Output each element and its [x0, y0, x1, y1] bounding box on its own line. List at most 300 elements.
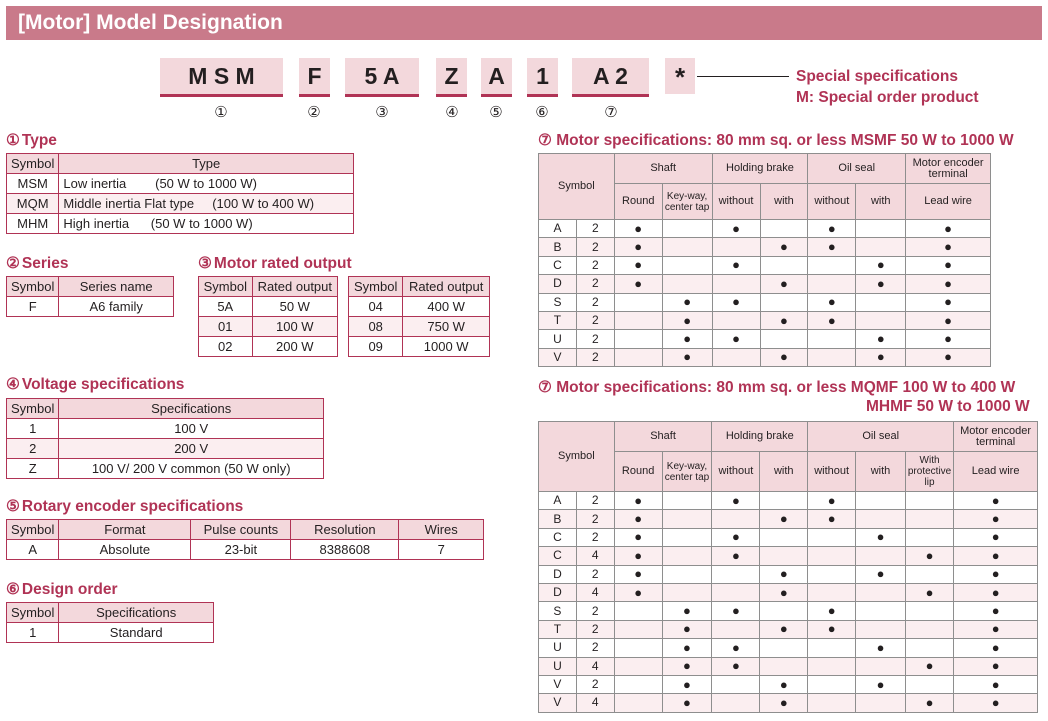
- col-header: Symbol: [199, 277, 253, 297]
- empty-cell: [662, 275, 712, 293]
- code-underline: [436, 94, 467, 97]
- row-symbol: V: [539, 348, 577, 366]
- table-row: [539, 694, 1038, 712]
- filled-dot-cell: [760, 694, 808, 712]
- table-cell: 1000 W: [403, 337, 490, 357]
- filled-dot-icon: ●: [827, 312, 836, 328]
- code-number: ⑦: [604, 104, 618, 121]
- filled-dot-cell: [614, 220, 662, 238]
- table-cell: Z: [7, 459, 59, 479]
- col-header: Series name: [59, 277, 174, 297]
- filled-dot-cell: [856, 275, 906, 293]
- empty-cell: [808, 675, 856, 693]
- code-segment-voltage: Z: [436, 58, 467, 94]
- filled-dot-cell: [662, 348, 712, 366]
- code-number: ①: [214, 104, 228, 121]
- code-underline: [345, 94, 419, 97]
- col-header: without: [712, 184, 760, 220]
- filled-dot-cell: [662, 311, 712, 329]
- row-digit: 4: [576, 583, 614, 601]
- filled-dot-cell: [905, 547, 953, 565]
- empty-cell: [856, 220, 906, 238]
- filled-dot-cell: [662, 694, 712, 712]
- encoder-table: [6, 519, 484, 560]
- filled-dot-cell: [760, 275, 808, 293]
- code-segment-special: *: [665, 58, 695, 94]
- empty-cell: [662, 583, 712, 601]
- row-symbol: T: [539, 311, 577, 329]
- col-header: Rated output: [403, 277, 490, 297]
- filled-dot-icon: ●: [925, 584, 934, 600]
- empty-cell: [856, 583, 906, 601]
- table-row: [539, 639, 1038, 657]
- filled-dot-icon: ●: [780, 312, 788, 328]
- empty-cell: [712, 675, 760, 693]
- empty-cell: [808, 528, 856, 546]
- filled-dot-cell: [906, 238, 991, 256]
- table-cell: High inertia (50 W to 1000 W): [59, 214, 354, 234]
- row-symbol: U: [539, 330, 577, 348]
- table-cell: MQM: [7, 194, 59, 214]
- filled-dot-icon: ●: [827, 239, 836, 255]
- filled-dot-cell: [614, 256, 662, 274]
- empty-cell: [614, 311, 662, 329]
- filled-dot-icon: ●: [991, 694, 1000, 710]
- filled-dot-cell: [712, 602, 760, 620]
- table-cell: 100 V/ 200 V common (50 W only): [59, 459, 324, 479]
- filled-dot-cell: [954, 657, 1038, 675]
- filled-dot-cell: [760, 238, 808, 256]
- row-symbol: D: [539, 583, 577, 601]
- col-header: Round: [614, 452, 662, 492]
- row-symbol: C: [539, 256, 577, 274]
- table-row: [539, 492, 1038, 510]
- col-header: Lead wire: [954, 452, 1038, 492]
- table-cell: Low inertia (50 W to 1000 W): [59, 174, 354, 194]
- filled-dot-cell: [954, 565, 1038, 583]
- filled-dot-cell: [808, 510, 856, 528]
- filled-dot-icon: ●: [779, 566, 788, 582]
- table-cell: 200 V: [59, 439, 324, 459]
- filled-dot-cell: [808, 311, 856, 329]
- spec1-title: ⑦ Motor specifications: 80 mm sq. or less MSMF 50 W to 1000 W: [538, 132, 1014, 149]
- row-symbol: U: [539, 639, 577, 657]
- col-header: with: [760, 452, 808, 492]
- col-header: Symbol: [539, 154, 615, 220]
- row-digit: 4: [576, 657, 614, 675]
- empty-cell: [760, 256, 808, 274]
- filled-dot-icon: ●: [780, 239, 788, 255]
- empty-cell: [905, 620, 953, 638]
- filled-dot-icon: ●: [876, 566, 885, 582]
- table-cell: 100 W: [252, 317, 337, 337]
- series-section-title: ② Series: [6, 255, 69, 272]
- output-section-title: ③ Motor rated output: [198, 255, 352, 272]
- empty-cell: [662, 528, 712, 546]
- col-header: with: [760, 184, 808, 220]
- code-underline: [481, 94, 512, 97]
- filled-dot-icon: ●: [634, 220, 643, 236]
- filled-dot-icon: ●: [827, 294, 836, 310]
- filled-dot-icon: ●: [991, 603, 1000, 619]
- filled-dot-icon: ●: [780, 349, 788, 365]
- filled-dot-cell: [760, 565, 808, 583]
- table-row: [539, 547, 1038, 565]
- filled-dot-icon: ●: [732, 257, 740, 273]
- filled-dot-cell: [954, 583, 1038, 601]
- filled-dot-cell: [760, 348, 808, 366]
- code-underline: [527, 94, 558, 97]
- empty-cell: [614, 657, 662, 675]
- filled-dot-icon: ●: [925, 694, 934, 710]
- empty-cell: [614, 620, 662, 638]
- empty-cell: [905, 639, 953, 657]
- filled-dot-cell: [905, 694, 953, 712]
- filled-dot-icon: ●: [634, 257, 643, 273]
- filled-dot-icon: ●: [732, 294, 740, 310]
- empty-cell: [614, 293, 662, 311]
- filled-dot-icon: ●: [827, 511, 836, 527]
- filled-dot-icon: ●: [944, 312, 952, 328]
- filled-dot-icon: ●: [683, 312, 692, 328]
- filled-dot-cell: [712, 639, 760, 657]
- filled-dot-icon: ●: [876, 676, 885, 692]
- empty-cell: [712, 348, 760, 366]
- filled-dot-cell: [954, 547, 1038, 565]
- table-cell: F: [7, 297, 59, 317]
- design-table: [6, 602, 214, 643]
- row-symbol: U: [539, 657, 577, 675]
- col-header: With protective lip: [905, 452, 953, 492]
- filled-dot-icon: ●: [683, 621, 691, 637]
- filled-dot-icon: ●: [683, 331, 692, 347]
- empty-cell: [808, 565, 856, 583]
- table-row: [539, 620, 1038, 638]
- filled-dot-icon: ●: [634, 584, 643, 600]
- empty-cell: [760, 657, 808, 675]
- empty-cell: [905, 675, 953, 693]
- filled-dot-icon: ●: [944, 294, 952, 310]
- row-symbol: V: [539, 675, 577, 693]
- empty-cell: [662, 238, 712, 256]
- code-segment-design: 1: [527, 58, 558, 94]
- empty-cell: [712, 565, 760, 583]
- empty-cell: [856, 657, 906, 675]
- empty-cell: [712, 510, 760, 528]
- col-header: Symbol: [7, 520, 59, 540]
- col-header: Symbol: [349, 277, 403, 297]
- empty-cell: [662, 256, 712, 274]
- col-header: Symbol: [7, 154, 59, 174]
- empty-cell: [662, 510, 712, 528]
- col-header: Pulse counts: [191, 520, 291, 540]
- row-symbol: V: [539, 694, 577, 712]
- table-row: [539, 256, 991, 274]
- filled-dot-icon: ●: [991, 492, 1000, 508]
- filled-dot-icon: ●: [827, 621, 836, 637]
- col-header: without: [808, 452, 856, 492]
- filled-dot-icon: ●: [779, 511, 788, 527]
- filled-dot-icon: ●: [779, 694, 788, 710]
- filled-dot-icon: ●: [634, 566, 643, 582]
- filled-dot-icon: ●: [780, 275, 788, 291]
- filled-dot-cell: [954, 528, 1038, 546]
- code-segment-type: M S M: [160, 58, 283, 94]
- table-cell: 200 W: [252, 337, 337, 357]
- table-row: [539, 602, 1038, 620]
- empty-cell: [614, 330, 662, 348]
- row-symbol: A: [539, 220, 577, 238]
- col-group-header: Oil seal: [808, 422, 954, 452]
- col-group-header: Shaft: [614, 154, 712, 184]
- col-header: Symbol: [539, 422, 615, 492]
- filled-dot-icon: ●: [944, 349, 952, 365]
- filled-dot-icon: ●: [683, 349, 692, 365]
- table-cell: Absolute: [59, 540, 191, 560]
- spec2-title: ⑦ Motor specifications: 80 mm sq. or less MQMF 100 W to 400 W: [538, 379, 1016, 396]
- filled-dot-icon: ●: [634, 529, 643, 545]
- filled-dot-cell: [954, 492, 1038, 510]
- filled-dot-cell: [808, 492, 856, 510]
- filled-dot-cell: [856, 565, 906, 583]
- filled-dot-icon: ●: [944, 331, 952, 347]
- table-cell: MHM: [7, 214, 59, 234]
- filled-dot-cell: [905, 583, 953, 601]
- filled-dot-icon: ●: [779, 584, 788, 600]
- filled-dot-cell: [662, 293, 712, 311]
- special-spec-line1: Special specifications: [796, 68, 958, 85]
- empty-cell: [808, 348, 856, 366]
- encoder-section-title: ⑤ Rotary encoder specifications: [6, 498, 244, 515]
- filled-dot-icon: ●: [876, 639, 885, 655]
- filled-dot-icon: ●: [732, 220, 740, 236]
- filled-dot-cell: [808, 620, 856, 638]
- filled-dot-icon: ●: [991, 584, 1000, 600]
- col-header: Symbol: [7, 603, 59, 623]
- filled-dot-cell: [760, 675, 808, 693]
- filled-dot-cell: [905, 657, 953, 675]
- row-digit: 2: [576, 675, 614, 693]
- table-cell: 1: [7, 623, 59, 643]
- table-row: [539, 311, 991, 329]
- filled-dot-icon: ●: [944, 220, 952, 236]
- code-underline: [299, 94, 330, 97]
- filled-dot-icon: ●: [731, 639, 740, 655]
- empty-cell: [856, 694, 906, 712]
- filled-dot-cell: [954, 675, 1038, 693]
- filled-dot-icon: ●: [827, 603, 836, 619]
- row-symbol: B: [539, 510, 577, 528]
- empty-cell: [905, 492, 953, 510]
- table-cell: 100 V: [59, 419, 324, 439]
- filled-dot-icon: ●: [683, 639, 691, 655]
- table-row: [539, 348, 991, 366]
- table-cell: 1: [7, 419, 59, 439]
- filled-dot-cell: [662, 675, 712, 693]
- col-header: Wires: [399, 520, 484, 540]
- filled-dot-cell: [906, 311, 991, 329]
- spec2-table: [538, 421, 1038, 713]
- col-group-header: Motor encoder terminal: [954, 422, 1038, 452]
- col-header: Rated output: [252, 277, 337, 297]
- code-underline: [572, 94, 649, 97]
- row-digit: 2: [576, 602, 614, 620]
- filled-dot-cell: [906, 256, 991, 274]
- filled-dot-icon: ●: [991, 511, 1000, 527]
- row-symbol: S: [539, 293, 577, 311]
- table-cell: 400 W: [403, 297, 490, 317]
- col-header: Key-way, center tap: [662, 452, 712, 492]
- empty-cell: [662, 547, 712, 565]
- filled-dot-cell: [662, 639, 712, 657]
- table-cell: 7: [399, 540, 484, 560]
- filled-dot-cell: [712, 220, 760, 238]
- filled-dot-icon: ●: [991, 658, 1000, 674]
- code-number: ⑤: [489, 104, 503, 121]
- filled-dot-cell: [954, 620, 1038, 638]
- filled-dot-icon: ●: [876, 257, 885, 273]
- filled-dot-icon: ●: [683, 676, 691, 692]
- row-digit: 2: [576, 492, 614, 510]
- col-group-header: Shaft: [614, 422, 712, 452]
- filled-dot-cell: [906, 220, 991, 238]
- col-header: with: [856, 452, 906, 492]
- filled-dot-icon: ●: [876, 349, 885, 365]
- empty-cell: [856, 492, 906, 510]
- code-segment-encoder: A: [481, 58, 512, 94]
- empty-cell: [808, 275, 856, 293]
- filled-dot-icon: ●: [683, 294, 692, 310]
- row-digit: 2: [576, 238, 614, 256]
- voltage-section-title: ④ Voltage specifications: [6, 376, 185, 393]
- empty-cell: [712, 583, 760, 601]
- code-number: ③: [375, 104, 389, 121]
- filled-dot-cell: [662, 330, 712, 348]
- table-cell: MSM: [7, 174, 59, 194]
- empty-cell: [712, 275, 760, 293]
- empty-cell: [712, 311, 760, 329]
- empty-cell: [905, 528, 953, 546]
- filled-dot-icon: ●: [876, 331, 885, 347]
- filled-dot-cell: [856, 330, 906, 348]
- filled-dot-cell: [760, 510, 808, 528]
- output-table-right: [348, 276, 490, 357]
- table-cell: 750 W: [403, 317, 490, 337]
- filled-dot-cell: [614, 583, 662, 601]
- empty-cell: [856, 311, 906, 329]
- row-symbol: C: [539, 547, 577, 565]
- empty-cell: [712, 238, 760, 256]
- filled-dot-cell: [662, 657, 712, 675]
- table-cell: 8388608: [291, 540, 399, 560]
- filled-dot-icon: ●: [991, 676, 1000, 692]
- row-symbol: T: [539, 620, 577, 638]
- special-spec-line2: M: Special order product: [796, 89, 979, 106]
- type-table: [6, 153, 354, 234]
- code-underline: [160, 94, 283, 97]
- filled-dot-icon: ●: [683, 603, 691, 619]
- table-cell: 50 W: [252, 297, 337, 317]
- special-spec-note: [796, 66, 979, 108]
- filled-dot-icon: ●: [991, 547, 1000, 563]
- filled-dot-icon: ●: [876, 275, 885, 291]
- table-row: [539, 275, 991, 293]
- empty-cell: [712, 694, 760, 712]
- filled-dot-cell: [856, 348, 906, 366]
- row-digit: 2: [576, 639, 614, 657]
- filled-dot-cell: [760, 583, 808, 601]
- filled-dot-cell: [906, 293, 991, 311]
- series-table: [6, 276, 174, 317]
- row-digit: 2: [576, 620, 614, 638]
- filled-dot-cell: [954, 602, 1038, 620]
- filled-dot-icon: ●: [925, 658, 934, 674]
- row-digit: 2: [576, 220, 614, 238]
- row-digit: 2: [576, 348, 614, 366]
- table-row: [539, 220, 991, 238]
- filled-dot-cell: [614, 510, 662, 528]
- filled-dot-icon: ●: [634, 547, 643, 563]
- table-row: [539, 330, 991, 348]
- empty-cell: [856, 238, 906, 256]
- special-leader-line: [697, 76, 789, 77]
- filled-dot-cell: [954, 639, 1038, 657]
- col-header: without: [712, 452, 760, 492]
- empty-cell: [808, 657, 856, 675]
- col-header: Key-way, center tap: [662, 184, 712, 220]
- col-header: Symbol: [7, 399, 59, 419]
- empty-cell: [808, 583, 856, 601]
- empty-cell: [662, 492, 712, 510]
- filled-dot-cell: [712, 528, 760, 546]
- empty-cell: [905, 565, 953, 583]
- row-digit: 2: [576, 330, 614, 348]
- filled-dot-icon: ●: [991, 529, 1000, 545]
- table-cell: A: [7, 540, 59, 560]
- col-header: Resolution: [291, 520, 399, 540]
- row-digit: 2: [576, 528, 614, 546]
- filled-dot-icon: ●: [731, 547, 740, 563]
- filled-dot-icon: ●: [944, 239, 952, 255]
- filled-dot-icon: ●: [827, 220, 836, 236]
- row-digit: 4: [576, 547, 614, 565]
- filled-dot-cell: [712, 657, 760, 675]
- filled-dot-icon: ●: [731, 658, 740, 674]
- row-symbol: S: [539, 602, 577, 620]
- table-cell: 23-bit: [191, 540, 291, 560]
- output-table-left: [198, 276, 338, 357]
- type-section-title: ① Type: [6, 132, 57, 149]
- filled-dot-icon: ●: [779, 621, 788, 637]
- spec1-table: [538, 153, 991, 367]
- empty-cell: [760, 492, 808, 510]
- col-header: Type: [59, 154, 354, 174]
- filled-dot-cell: [662, 602, 712, 620]
- filled-dot-cell: [906, 330, 991, 348]
- empty-cell: [905, 602, 953, 620]
- empty-cell: [760, 547, 808, 565]
- filled-dot-cell: [712, 256, 760, 274]
- table-cell: 08: [349, 317, 403, 337]
- filled-dot-icon: ●: [991, 621, 1000, 637]
- filled-dot-cell: [760, 620, 808, 638]
- page-header: [Motor] Model Designation: [6, 6, 1042, 40]
- filled-dot-cell: [856, 256, 906, 274]
- table-row: [539, 565, 1038, 583]
- code-segment-output: 5 A: [345, 58, 419, 94]
- empty-cell: [856, 620, 906, 638]
- code-number: ②: [307, 104, 321, 121]
